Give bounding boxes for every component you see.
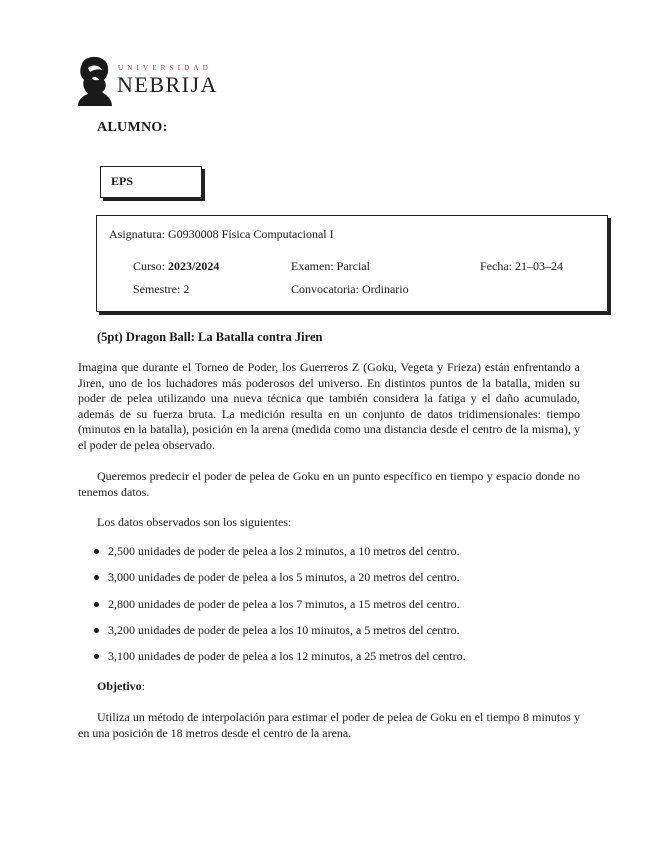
goal-paragraph: Queremos predecir el poder de pelea de Goku en un punto específico en tiempo y espacio donde no tenemos datos.: [78, 469, 580, 499]
data-point-text: 3,100 unidades de poder de pelea a los 12 minutos, a 25 metros del centro.: [108, 649, 466, 664]
bullet-icon: [94, 549, 99, 554]
problem-title: (5pt) Dragon Ball: La Batalla contra Jiren: [97, 330, 323, 344]
course-value: 2023/2024: [168, 259, 220, 273]
objective-colon: :: [141, 679, 146, 693]
list-item: [94, 649, 466, 675]
data-list: [94, 544, 466, 675]
bullet-icon: [94, 628, 99, 633]
objective-label: Objetivo: [97, 679, 142, 693]
university-logo: [74, 54, 224, 106]
exam-type-field: Examen: Parcial: [291, 259, 370, 273]
logo-name-text: NEBRIJA: [117, 72, 218, 97]
bullet-icon: [94, 602, 99, 607]
call-field: Convocatoria: Ordinario: [291, 282, 409, 296]
course-field: [133, 259, 219, 274]
course-label: Curso:: [133, 259, 169, 273]
school-box: [100, 166, 202, 198]
date-field: Fecha: 21–03–24: [480, 259, 563, 273]
student-label: ALUMNO:: [97, 120, 168, 135]
list-item: [94, 597, 466, 623]
logo-university-text: UNIVERSIDAD: [118, 64, 213, 72]
list-item: [94, 570, 466, 596]
exam-info-box: [96, 215, 608, 312]
intro-paragraph: Imagina que durante el Torneo de Poder, los Guerreros Z (Goku, Vegeta y Frieza) están enfrentando a Jiren, uno de los luchadores más poderosos del universo. En distintos puntos de la batalla, miden su poder de pelea utilizando una nueva técnica que también considera la fatiga y el daño acumulado, además de su fuerza bruta. La medición resulta en un conjunto de datos tridimensionales: tiempo (minutos en la batalla), posición en la arena (medida como una distancia desde el centro de la misma), y el poder de pelea observado.: [78, 360, 580, 452]
nebrija-bust-icon: [74, 54, 114, 106]
data-intro-paragraph: Los datos observados son los siguientes:: [97, 515, 292, 529]
objective-heading: [97, 679, 145, 695]
bullet-icon: [94, 654, 99, 659]
data-point-text: 2,500 unidades de poder de pelea a los 2 minutos, a 10 metros del centro.: [108, 544, 460, 558]
task-paragraph: Utiliza un método de interpolación para estimar el poder de pelea de Goku en el tiempo 8 minutos y en una posición de 18 metros desde el centro de la arena.: [78, 710, 580, 740]
semester-field: Semestre: 2: [133, 282, 190, 296]
data-point-text: 3,200 unidades de poder de pelea a los 10 minutos, a 5 metros del centro.: [108, 622, 460, 637]
list-item: [94, 544, 466, 570]
bullet-icon: [94, 575, 99, 580]
subject-field: Asignatura: G0930008 Física Computacional I: [109, 227, 334, 241]
data-point-text: 3,000 unidades de poder de pelea a los 5 minutos, a 20 metros del centro.: [108, 570, 460, 585]
list-item: [94, 623, 466, 649]
data-point-text: 2,800 unidades de poder de pelea a los 7 minutos, a 15 metros del centro.: [108, 596, 460, 611]
school-box-label: EPS: [111, 174, 134, 188]
